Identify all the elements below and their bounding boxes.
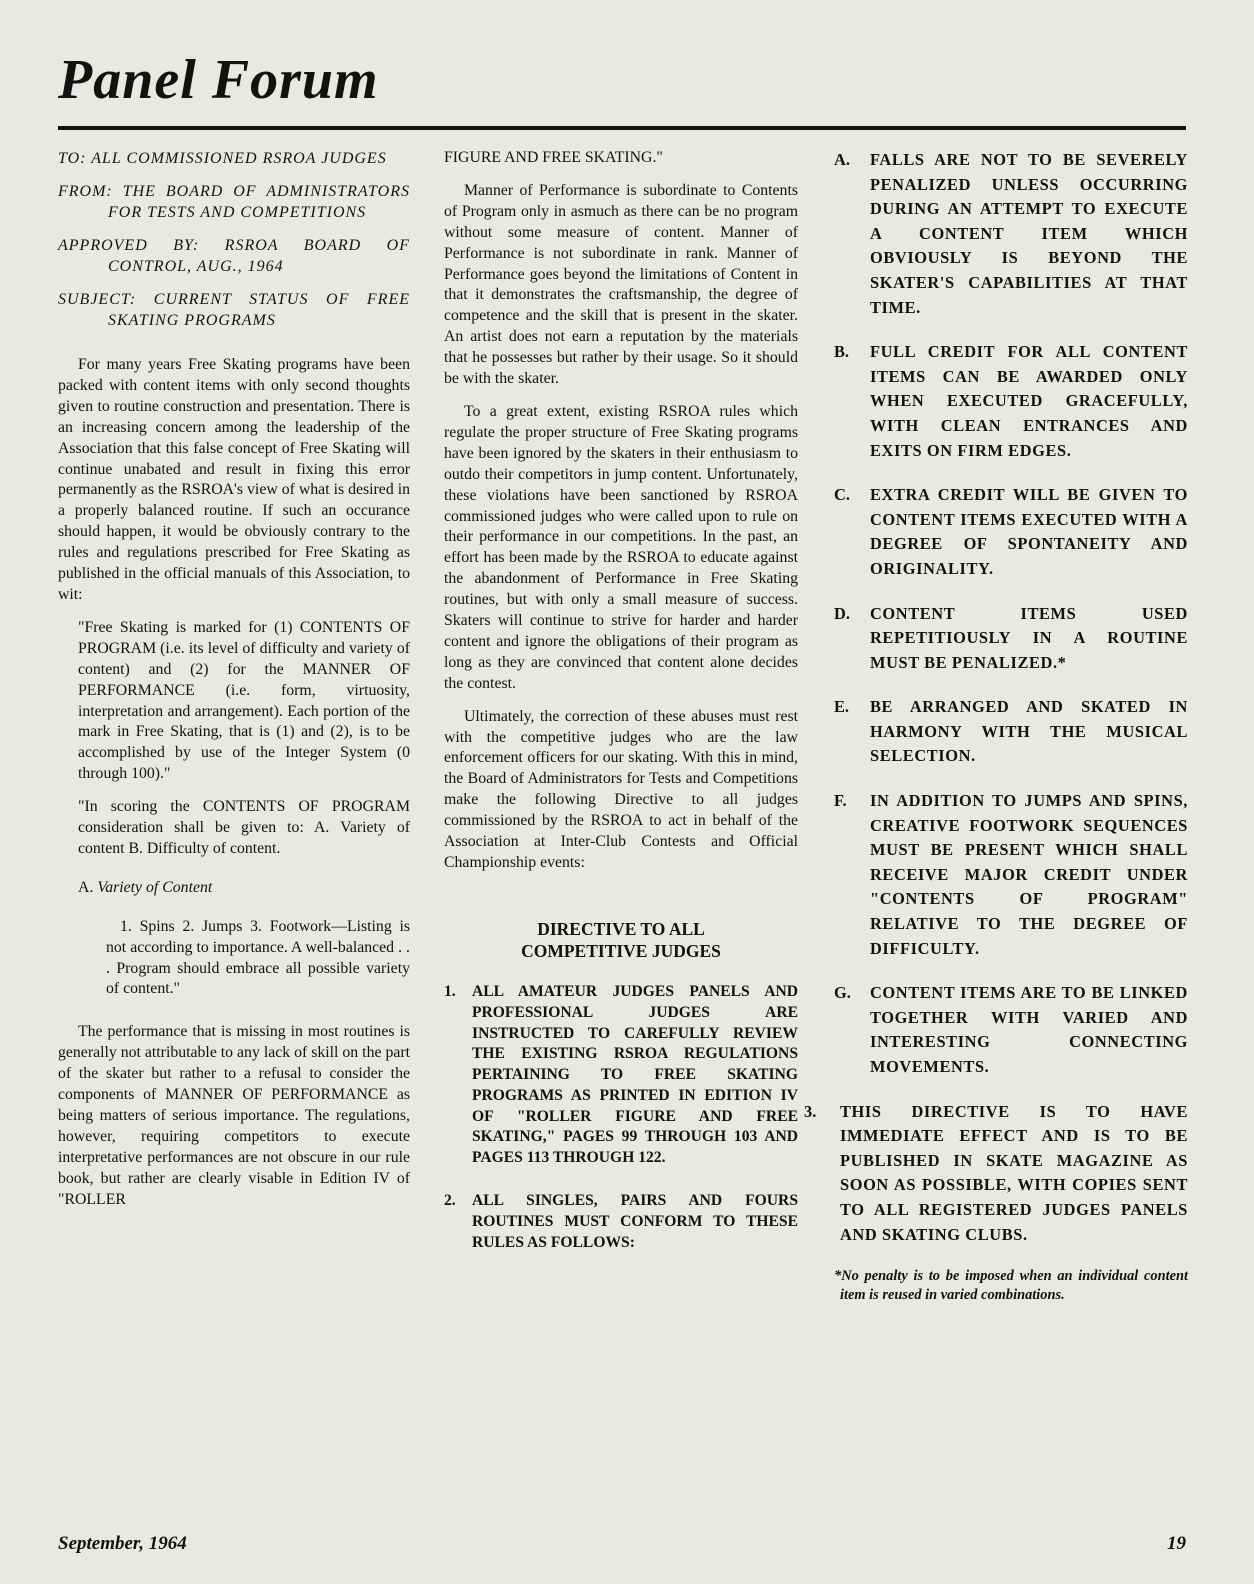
directive-item-number: 2.	[444, 1192, 456, 1210]
column-3	[804, 148, 1188, 1305]
directive-heading: DIRECTIVE TO ALL COMPETITIVE JUDGES	[521, 918, 721, 961]
variety-list: 1. Spins 2. Jumps 3. Footwork—Listing is not according to importance. A well-balanced . . . Program should embrace all possible variety of content."	[106, 917, 410, 998]
paragraph-intro: For many years Free Skating programs have been packed with content items with only second thoughts given to routine construction and presentation. There is an increasing concern among the leadership of the Association that this false concept of Free Skating will continue unabated and result in fixing this error permanently as the RSROA's view of what is desired in a properly balanced routine. If such an occurance should happen, it would be obviously contrary to the rules and regulations prescribed for Free Skating as published in the official manuals of this Association, to wit:	[58, 356, 410, 603]
paragraph-rules: To a great extent, existing RSROA rules which regulate the proper structure of Free Skating programs have been ignored by the skaters in their enthusiasm to outdo their competitors in jump content. Unfortunately, these violations have been sanctioned by RSROA commissioned judges who were called upon to rule on their performance in our competitions. In the past, an effort has been made by the RSROA to educate against the abandonment of Performance in Free Skating routines, but with only a small measure of success. Skaters will continue to strive for harder and harder content and ignore the obligations of their program as long as they are convinced that content alone decides the contest.	[444, 402, 798, 692]
footnote: *No penalty is to be imposed when an individual content item is reused in varied combinations.	[834, 1268, 1188, 1304]
rule-letter: F.	[834, 791, 847, 811]
rule-item-a	[834, 148, 1188, 320]
rule-item-d	[834, 602, 1188, 676]
paragraph-performance: The performance that is missing in most routines is generally not attributable to any lack of skill on the part of the skater but rather to a refusal to consider the components of MANNER OF PERFORMANCE as being matters of serious importance. The regulations, however, requiring competitors to execute interpretative performances are not obscure in our rule book, but rather are clearly visable in Edition IV of "ROLLER	[58, 1023, 410, 1208]
variety-heading-text: Variety of Content	[97, 878, 213, 896]
rule-text: CONTENT ITEMS USED REPETITIOUSLY IN A ROUTINE MUST BE PENALIZED.*	[870, 603, 1188, 672]
rule-text: BE ARRANGED AND SKATED IN HARMONY WITH THE MUSICAL SELECTION.	[870, 697, 1188, 766]
memo-subject: SUBJECT: CURRENT STATUS OF FREE SKATING PROGRAMS	[58, 291, 410, 329]
rule-item-g	[834, 981, 1188, 1079]
rule-letter: A.	[834, 150, 850, 169]
rule-letter: G.	[834, 983, 851, 1003]
directive-item-1	[444, 982, 798, 1169]
memo-to: TO: ALL COMMISSIONED RSROA JUDGES	[58, 150, 387, 167]
rule-letter: C.	[834, 485, 850, 505]
issue-date: September, 1964	[58, 1533, 187, 1554]
rule-text: IN ADDITION TO JUMPS AND SPINS, CREATIVE FOOTWORK SEQUENCES MUST BE PRESENT WHICH SHALL RECEIVE MAJOR CREDIT UNDER "CONTENTS OF PROGRAM" RELATIVE TO THE DEGREE OF DIFFICULTY.	[870, 791, 1188, 958]
title-divider	[58, 126, 1186, 130]
rule-item-c	[834, 483, 1188, 581]
paragraph-manner: Manner of Performance is subordinate to Contents of Program only in asmuch as there can be no program without some measure of content. Manner of Performance is not subordinate in rank. Manner of Performance goes beyond the limitations of Content in that it demonstrates the craftsmanship, the degree of competence and the skill that is present in the skater. An artist does not earn a reputation by the materials that he possesses but rather by their usage. So it should be with the skater.	[444, 181, 798, 388]
memo-approved: APPROVED BY: RSROA BOARD OF CONTROL, AUG., 1964	[58, 237, 410, 275]
column-1	[58, 148, 410, 1223]
rule-text: EXTRA CREDIT WILL BE GIVEN TO CONTENT ITEMS EXECUTED WITH A DEGREE OF SPONTANEITY AND ORIGINALITY.	[870, 485, 1188, 578]
rule-text: CONTENT ITEMS ARE TO BE LINKED TOGETHER WITH VARIED AND INTERESTING CONNECTING MOVEMENTS.	[870, 983, 1188, 1076]
rule-letter: B.	[834, 342, 850, 362]
page-title: Panel Forum	[58, 49, 379, 111]
rule-text: FULL CREDIT FOR ALL CONTENT ITEMS CAN BE AWARDED ONLY WHEN EXECUTED GRACEFULLY, WITH CLEAN ENTRANCES AND EXITS ON FIRM EDGES.	[870, 342, 1188, 460]
column-2	[444, 148, 798, 1275]
directive-item-2	[444, 1191, 798, 1253]
quote-free-skating: "Free Skating is marked for (1) CONTENTS OF PROGRAM (i.e. its level of difficulty and variety of content) and (2) for the MANNER OF PERFORMANCE (i.e. form, virtuosity, interpretation and arrangement). Each portion of the mark in Free Skating, that is (1) and (2), is to be accomplished by use of the Integer System (0 through 100)."	[78, 618, 410, 783]
rule-quote	[58, 618, 410, 860]
rule-item-f	[834, 789, 1188, 961]
rule-text: FALLS ARE NOT TO BE SEVERELY PENALIZED UNLESS OCCURRING DURING AN ATTEMPT TO EXECUTE A CONTENT ITEM WHICH OBVIOUSLY IS BEYOND THE SKATER'S CAPABILITIES AT THAT TIME.	[870, 150, 1188, 317]
memo-from: FROM: THE BOARD OF ADMINISTRATORS FOR TESTS AND COMPETITIONS	[58, 183, 410, 221]
paragraph-continued: FIGURE AND FREE SKATING."	[444, 149, 663, 166]
rule-letter: E.	[834, 697, 850, 717]
directive-item-text: ALL AMATEUR JUDGES PANELS AND PROFESSIONAL JUDGES ARE INSTRUCTED TO CAREFULLY REVIEW THE EXISTING RSROA REGULATIONS PERTAINING TO FREE SKATING PROGRAMS AS PRINTED IN EDITION IV OF "ROLLER FIGURE AND FREE SKATING," PAGES 99 THROUGH 103 AND PAGES 113 THROUGH 122.	[472, 982, 798, 1167]
directive-item-text: THIS DIRECTIVE IS TO HAVE IMMEDIATE EFFECT AND IS TO BE PUBLISHED IN SKATE MAGAZINE AS SOON AS POSSIBLE, WITH COPIES SENT TO ALL REGISTERED JUDGES PANELS AND SKATING CLUBS.	[840, 1101, 1188, 1244]
quote-contents: "In scoring the CONTENTS OF PROGRAM consideration shall be given to: A. Variety of content B. Difficulty of content.	[78, 798, 410, 857]
variety-heading-label: A.	[78, 878, 94, 896]
directive-item-number: 3.	[804, 1101, 817, 1121]
directive-item-text: ALL SINGLES, PAIRS AND FOURS ROUTINES MUST CONFORM TO THESE RULES AS FOLLOWS:	[472, 1192, 798, 1251]
page-number: 19	[1167, 1533, 1186, 1554]
directive-item-number: 1.	[444, 982, 456, 1000]
variety-heading	[58, 878, 410, 899]
rule-letter: D.	[834, 603, 850, 623]
rule-item-e	[834, 695, 1188, 769]
paragraph-ultimately: Ultimately, the correction of these abuses must rest with the competitive judges who are the law enforcement officers for our skating. With this in mind, the Board of Administrators for Tests and Competitions make the following Directive to all judges commissioned by the RSROA to act in behalf of the Association at Inter-Club Contests and Official Championship events:	[444, 707, 798, 871]
directive-item-3	[804, 1100, 1188, 1248]
rule-item-b	[834, 340, 1188, 463]
